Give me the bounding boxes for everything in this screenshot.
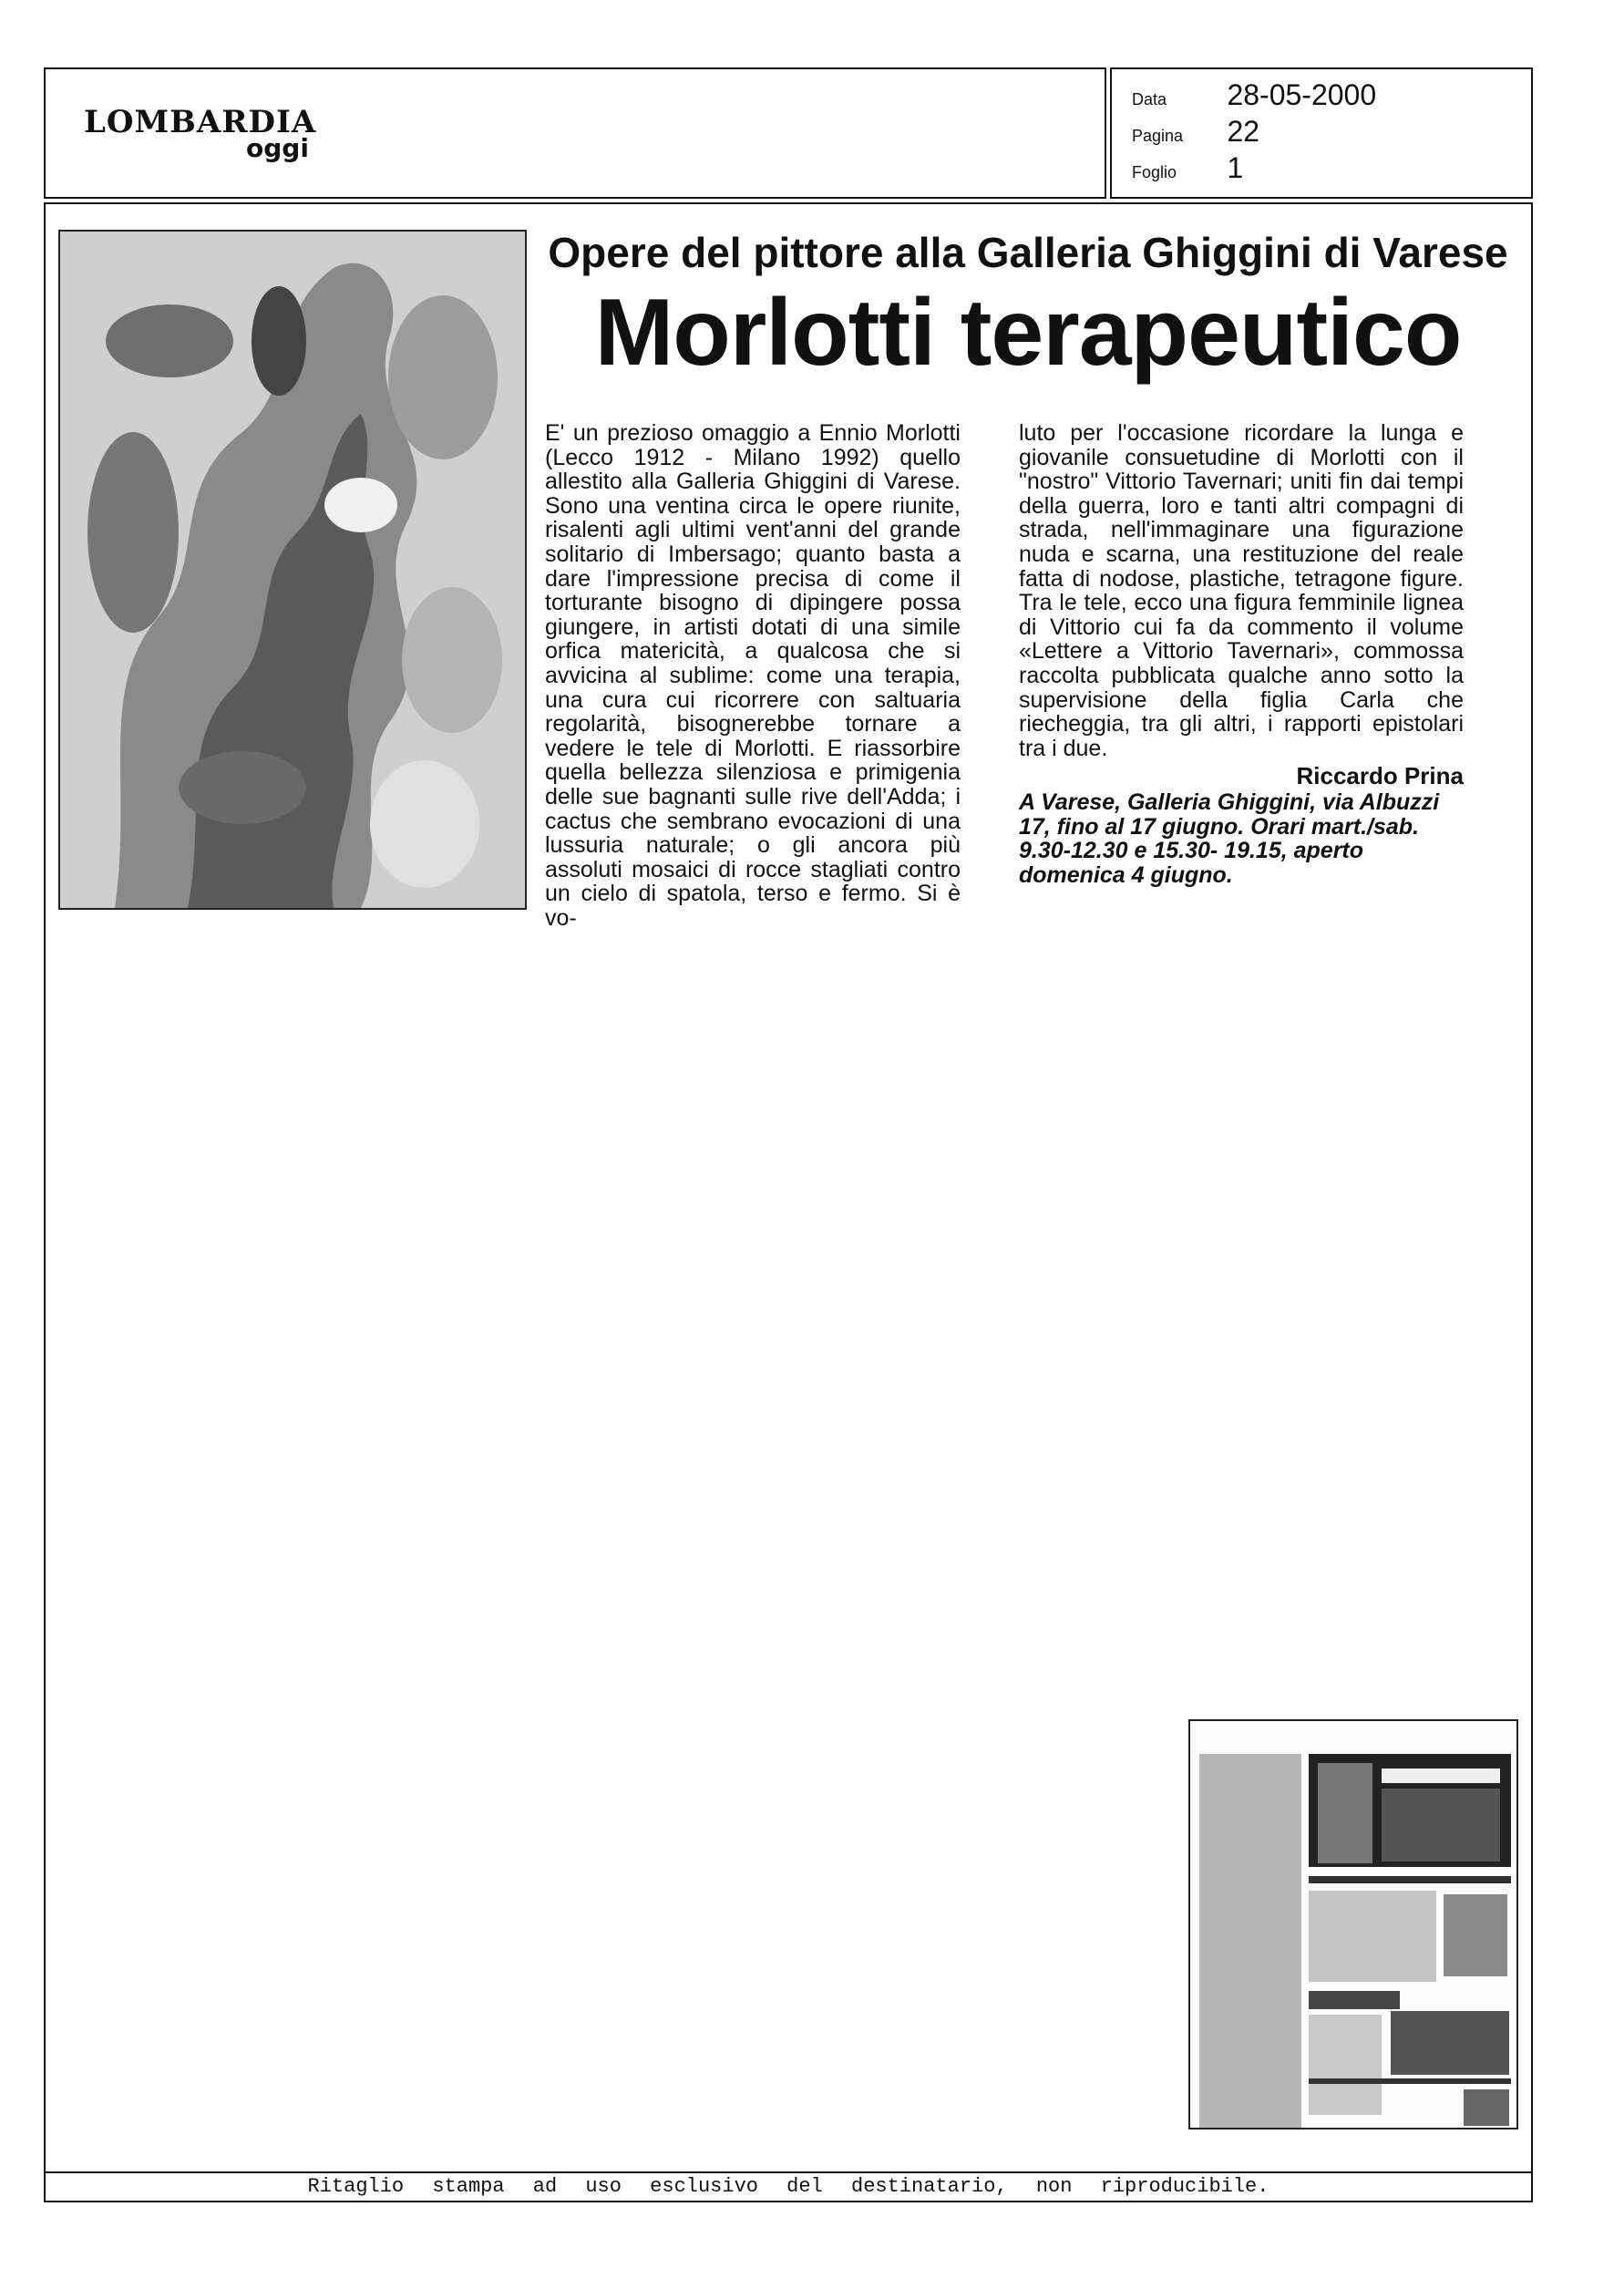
pagina-value: 22 (1227, 115, 1260, 148)
logo-main: LOMBARDIA (84, 104, 317, 140)
data-value: 28-05-2000 (1227, 78, 1377, 111)
article-headline: Morlotti terapeutico (594, 280, 1462, 386)
pagina-label: Pagina (1132, 127, 1184, 145)
meta-row-pagina (1132, 115, 1259, 149)
painting-image (60, 232, 525, 908)
meta-row-foglio (1132, 151, 1243, 185)
header-logo-box (44, 67, 1106, 199)
logo-sub: oggi (246, 133, 309, 163)
article-kicker: Opere del pittore alla Galleria Ghiggini di Varese (548, 229, 1508, 276)
foglio-value: 1 (1227, 151, 1244, 184)
article-column-2-text: luto per l'occasione ricordare la lunga e giovanile consuetudine di Morlotti con il "nostro" Vittorio Tavernari; uniti fin dai tempi della guerra, loro e tanti altri compagni di strada, nell'immaginare una figurazione nuda e scarna, una restituzione del reale fatta di nodose, plastiche, tetragone figure. Tra le tele, ecco una figura femminile lignea di Vittorio cui fa da commento il volume «Lettere a Vittorio Tavernari», commossa raccolta pubblicata qualche anno sotto la supervisione della figlia Carla che riecheggia, tra gli altri, i rapporti epistolari tra i due. (1019, 420, 1464, 761)
article-photo (58, 230, 527, 910)
article-column-1: E' un prezioso omaggio a Ennio Morlotti (Lecco 1912 - Milano 1992) quello allestito alla Galleria Ghiggini di Varese. Sono una ventina circa le opere riunite, risalenti agli ultimi vent'anni del grande solitario di Imbersago; quanto basta a dare l'impressione precisa di come il torturante bisogno di dipingere possa giungere, in artisti dotati di una simile orfica matericità, a qualcosa che si avvicina al sublime: come una terapia, una cura cui ricorrere con saltuaria regolarità, bisognerebbe tornare a vedere le tele di Morlotti. E riassorbire quella bellezza silenziosa e primigenia delle sue bagnanti sulle rive dell'Adda; i cactus che sembrano evocazioni di una lussuria naturale; o gli ancora più assoluti mosaici di rocce stagliati contro un cielo di spatola, terso e fermo. Si è vo- (545, 420, 961, 931)
data-label: Data (1132, 90, 1167, 108)
footer-disclaimer: Ritaglio stampa ad uso esclusivo del destinatario, non riproducibile. (307, 2175, 1269, 2198)
article-column-2 (1019, 421, 1464, 887)
foglio-label: Foglio (1132, 163, 1177, 181)
article-clipping (44, 202, 1533, 2173)
meta-row-data (1132, 78, 1376, 112)
header-meta-box (1110, 67, 1533, 199)
article-author: Riccardo Prina (1296, 762, 1464, 790)
footer-box (44, 2171, 1533, 2202)
page-thumbnail (1188, 1719, 1518, 2129)
article-event-info: A Varese, Galleria Ghiggini, via Albuzzi 17, fino al 17 giugno. Orari mart./sab. 9.30-12.30 e 15.30- 19.15, aperto domenica 4 giugno. (1019, 789, 1440, 888)
